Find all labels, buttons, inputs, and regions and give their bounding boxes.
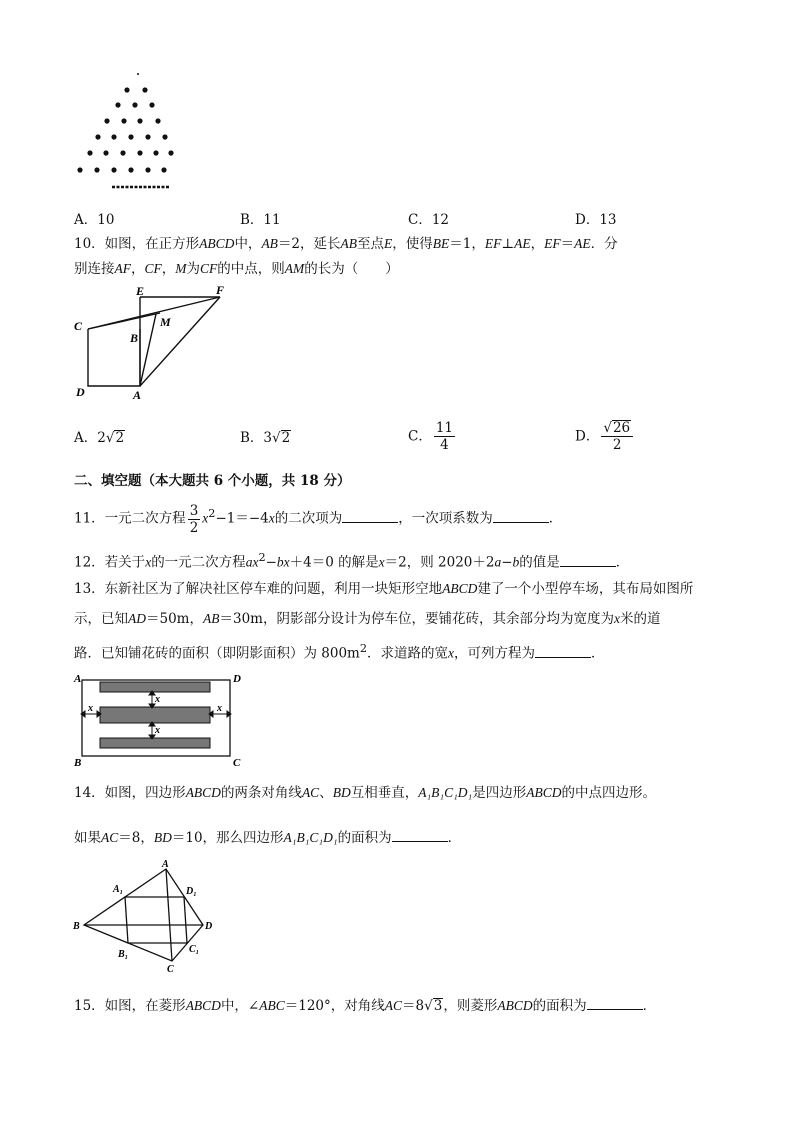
q14-label-c: C	[167, 964, 174, 975]
q13-label-a: A	[74, 673, 82, 685]
q13-label-x-right: x	[217, 703, 222, 714]
q13-label-x-top: x	[155, 694, 160, 705]
q10-square-figure	[70, 284, 240, 404]
q13-stem-line2: 示，已知AD＝50m，AB＝30m，阴影部分设计为停车位，要铺花砖，其余部分均为宽度为x米的道	[74, 611, 661, 627]
q10-option-a: A．2√2	[74, 430, 125, 446]
q10-stem-line2: 别连接AF，CF，M为CF的中点，则AM的长为（ ）	[74, 261, 399, 277]
q14-stem-line2: 如果AC＝8，BD＝10，那么四边形A₁B₁C₁D₁的面积为 ．	[74, 827, 461, 848]
q14-label-c1: C₁	[189, 944, 200, 955]
q14-label-a: A	[162, 859, 169, 870]
q11-blank-1[interactable]	[342, 508, 398, 523]
q10-label-a: A	[133, 388, 142, 402]
q13-stem-line3: 路．已知铺花砖的面积（即阴影面积）为 $800m^2$．求道路的宽x，可列方程为 ．	[74, 642, 605, 662]
q14-label-d: D	[205, 921, 213, 932]
q9-option-c: C．12	[408, 212, 450, 228]
q9-dot-triangle-figure	[70, 66, 180, 196]
q9-option-b: B．11	[240, 212, 281, 228]
q10-label-b: B	[130, 331, 139, 345]
q14-stem-line1: 14．如图，四边形ABCD的两条对角线AC、BD互相垂直，A₁B₁C₁D₁是四边形ABCD的中点四边形。	[74, 785, 656, 801]
q13-label-x-bottom: x	[155, 725, 160, 736]
q10-label-d: D	[76, 385, 85, 399]
q15-blank[interactable]	[587, 995, 643, 1010]
q15-stem: 15．如图，在菱形ABCD中，∠ABC＝120°，对角线AC＝8√3，则菱形ABCD的面积为 ．	[74, 995, 656, 1016]
q10-stem-line1: 10．如图，在正方形ABCD中，AB＝2，延长AB至点E，使得BE＝1，EF⊥AE，EF＝AE．分	[74, 236, 618, 252]
q14-label-b1: B₁	[118, 949, 129, 960]
q14-label-b: B	[73, 921, 80, 932]
q12-stem: 12．若关于x的一元二次方程$ax^2-bx+4=0$ 的解是x＝2，则 2020＋2a−b的值是 ．	[74, 551, 630, 571]
q13-label-c: C	[233, 757, 241, 768]
q10-label-c: C	[74, 319, 83, 333]
q9-option-d: D．13	[575, 212, 617, 228]
q10-option-d: D． $\frac{√26}{2}$	[575, 420, 635, 453]
q11-stem: 11．一元二次方程 $\frac{3}{2}$ $x^2-1=-4x$的二次项为 ，一次项系数为 ．	[74, 502, 563, 536]
q13-parking-figure	[72, 672, 242, 768]
q13-label-x-left: x	[88, 703, 93, 714]
section2-title: 二、填空题（本大题共 6 个小题，共 18 分）	[74, 473, 351, 489]
q14-blank[interactable]	[392, 827, 448, 842]
q10-label-f: F	[216, 284, 225, 297]
q10-label-e: E	[136, 284, 145, 298]
q10-label-m: M	[160, 315, 171, 329]
q11-blank-2[interactable]	[493, 508, 549, 523]
q9-option-a: A．10	[74, 212, 115, 228]
q13-blank[interactable]	[535, 643, 591, 658]
q13-label-b: B	[74, 757, 82, 768]
q10-option-b: B．3√2	[240, 430, 291, 446]
q10-option-c: C． $\frac{11}{4}$	[408, 420, 454, 453]
q14-label-a1: A₁	[113, 884, 124, 895]
q13-stem-line1: 13．东新社区为了解决社区停车难的问题，利用一块矩形空地ABCD建了一个小型停车场，其布局如图所	[74, 581, 694, 597]
q12-blank[interactable]	[560, 552, 616, 567]
q14-label-d1: D₁	[186, 886, 197, 897]
q13-label-d: D	[233, 673, 241, 685]
q14-quadrilateral-figure	[70, 858, 230, 976]
